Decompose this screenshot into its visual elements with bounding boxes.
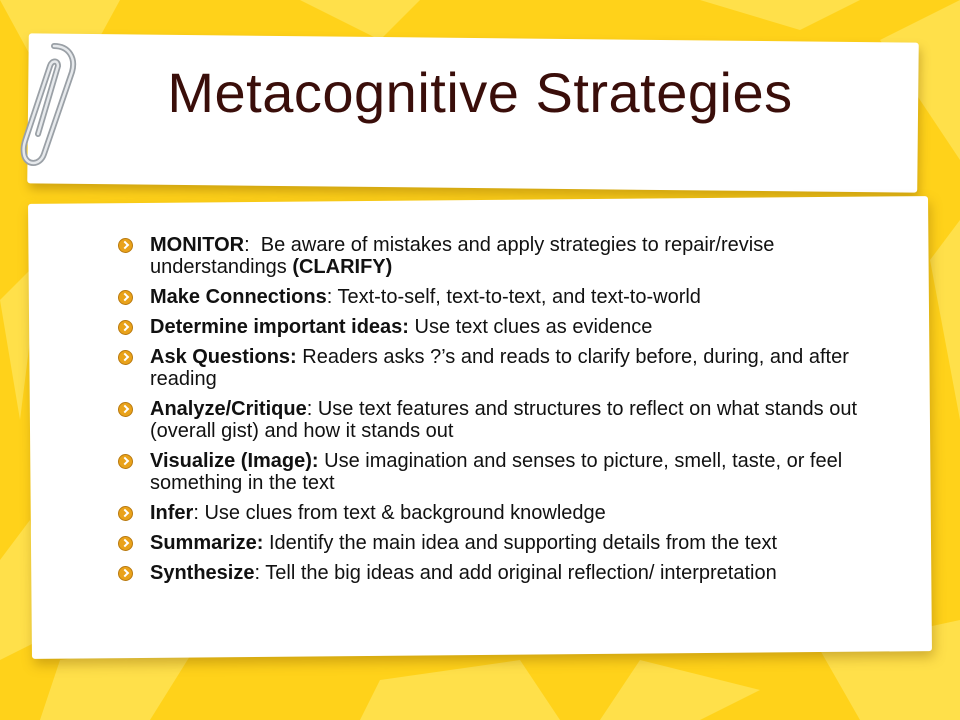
strategy-term: Analyze/Critique (150, 398, 307, 420)
strategy-description: Be aware of mistakes and apply strategies to repair/revise understandings (150, 234, 775, 278)
orange-circle-arrow-icon (118, 402, 133, 417)
strategy-description: Text-to-self, text-to-text, and text-to-world (337, 286, 701, 308)
strategy-term: Visualize (Image): (150, 450, 319, 472)
strategy-tail: (CLARIFY) (292, 256, 393, 278)
strategy-list (116, 234, 876, 592)
orange-circle-arrow-icon (118, 454, 133, 469)
orange-circle-arrow-icon (118, 290, 133, 305)
paperclip-icon (14, 36, 84, 181)
strategy-sep: : (244, 234, 261, 256)
strategy-term: Ask Questions: (150, 346, 297, 368)
orange-circle-arrow-icon (118, 350, 133, 365)
strategy-term: Summarize: (150, 532, 264, 554)
strategy-item (116, 532, 876, 554)
orange-circle-arrow-icon (118, 536, 133, 551)
strategy-description: Tell the big ideas and add original reflection/ interpretation (265, 562, 777, 584)
strategy-description: Use clues from text & background knowledge (204, 502, 606, 524)
strategy-sep: : (254, 562, 266, 584)
strategy-description: Use text features and structures to reflect on what stands out (overall gist) and how it stands out (150, 398, 857, 442)
strategy-description: Use imagination and senses to picture, smell, taste, or feel something in the text (150, 450, 843, 494)
strategy-term: Determine important ideas: (150, 316, 409, 338)
strategy-term: Infer (150, 502, 194, 524)
orange-circle-arrow-icon (118, 566, 133, 581)
strategy-item (116, 398, 876, 442)
strategy-item (116, 502, 876, 524)
strategy-description: Identify the main idea and supporting details from the text (268, 532, 778, 554)
orange-circle-arrow-icon (118, 506, 133, 521)
page-title: Metacognitive Strategies (167, 61, 793, 124)
strategy-item (116, 450, 876, 494)
strategy-term: MONITOR (150, 234, 245, 256)
strategy-item (116, 346, 876, 390)
strategy-term: Make Connections (150, 286, 327, 308)
strategy-item (116, 286, 876, 308)
strategy-description: Use text clues as evidence (414, 316, 653, 338)
strategy-term: Synthesize (150, 562, 255, 584)
strategy-sep: : (306, 398, 318, 420)
strategy-description: Readers asks ?’s and reads to clarify before, during, and after reading (150, 346, 849, 390)
orange-circle-arrow-icon (118, 238, 133, 253)
strategy-item (116, 234, 876, 278)
strategy-sep: : (326, 286, 338, 308)
orange-circle-arrow-icon (118, 320, 133, 335)
strategy-item (116, 562, 876, 584)
strategy-sep: : (193, 502, 205, 524)
strategy-item (116, 316, 876, 338)
